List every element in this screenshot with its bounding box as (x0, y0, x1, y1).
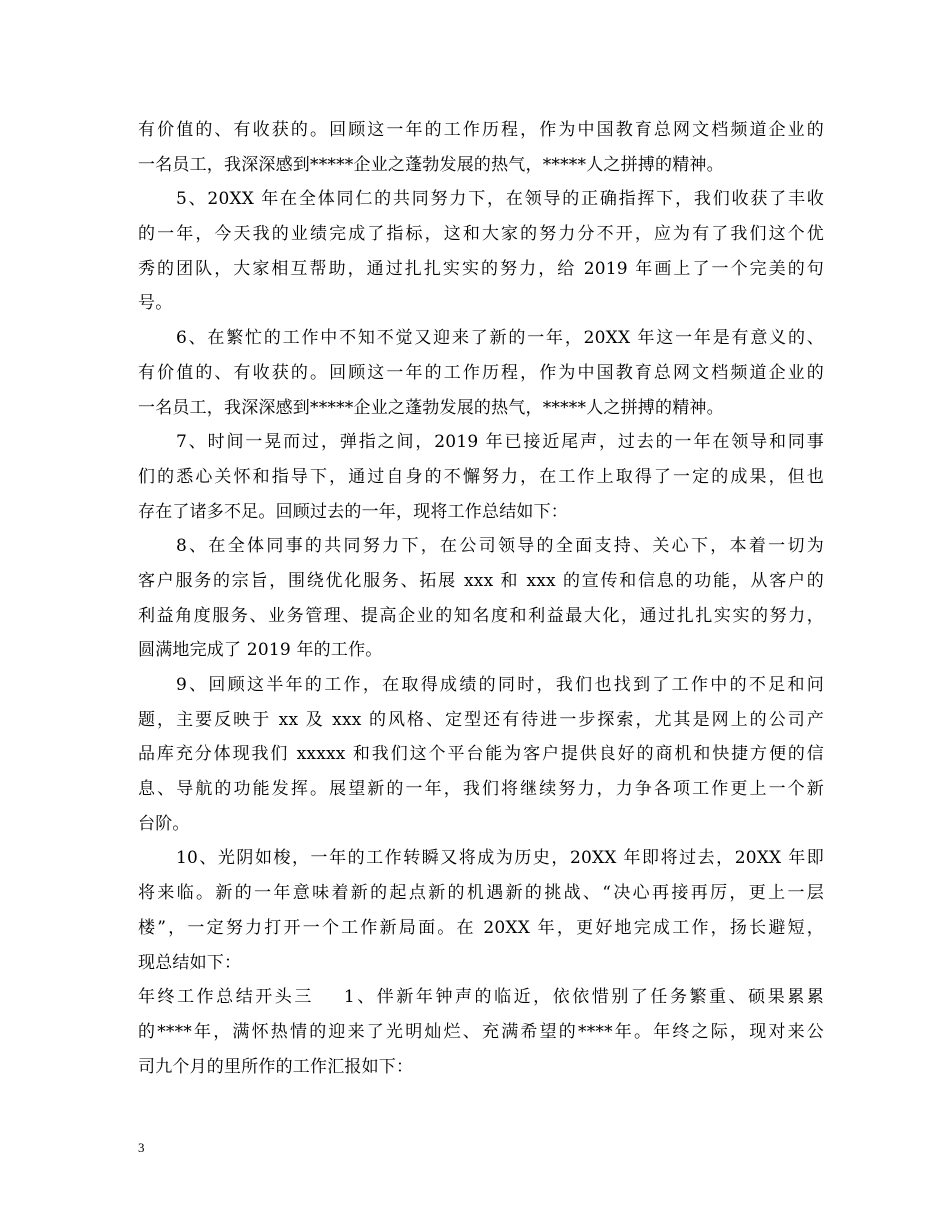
body-text-line: 存在了诸多不足。回顾过去的一年，现将工作总结如下： (138, 501, 568, 522)
body-text-line: 息、导航的功能发挥。展望新的一年，我们将继续努力，力争各项工作更上一个新 (138, 779, 824, 800)
document-body (138, 113, 824, 1084)
body-text-line: 有价值的、有收获的。回顾这一年的工作历程，作为中国教育总网文档频道企业的 (138, 362, 824, 383)
body-text-line: 秀的团队，大家相互帮助，通过扎扎实实的努力，给 2019 年画上了一个完美的句 (138, 258, 824, 279)
body-text-line: 圆满地完成了 2019 年的工作。 (138, 640, 383, 661)
body-text-line: 现总结如下： (138, 952, 242, 973)
page-number: 3 (138, 1140, 145, 1155)
body-text-line: 的****年，满怀热情的迎来了光明灿烂、充满希望的****年。年终之际，现对来公 (138, 1021, 824, 1042)
section-heading-title: 年终工作总结开头三 (138, 987, 314, 1008)
body-text-line: 有价值的、有收获的。回顾这一年的工作历程，作为中国教育总网文档频道企业的 (138, 120, 824, 140)
body-text-line: 司九个月的里所作的工作汇报如下： (138, 1056, 414, 1077)
body-text-line: 台阶。 (138, 813, 190, 834)
body-text-line: 6、在繁忙的工作中不知不觉又迎来了新的一年，20XX 年这一年是有意义的、 (176, 328, 824, 349)
body-text-line: 们的悉心关怀和指导下，通过自身的不懈努力，在工作上取得了一定的成果，但也 (138, 466, 824, 487)
body-text-line: 利益角度服务、业务管理、提高企业的知名度和利益最大化，通过扎扎实实的努力， (138, 605, 824, 626)
body-text-line: 将来临。新的一年意味着新的起点新的机遇新的挑战、“决心再接再厉，更上一层 (138, 883, 824, 904)
body-text-line: 的一年，今天我的业绩完成了指标，这和大家的努力分不开，应为有了我们这个优 (138, 224, 824, 245)
body-text-line: 号。 (138, 293, 173, 314)
section-heading-text: 1、伴新年钟声的临近，依依惜别了任务繁重、硕果累累 (343, 987, 824, 1008)
body-text-line: 一名员工，我深深感到*****企业之蓬勃发展的热气，*****人之拼搏的精神。 (138, 154, 724, 175)
body-text-line: 10、光阴如梭，一年的工作转瞬又将成为历史，20XX 年即将过去，20XX 年即 (176, 848, 824, 869)
body-text-line: 楼”，一定努力打开一个工作新局面。在 20XX 年，更好地完成工作，扬长避短， (138, 917, 824, 938)
body-text-line: 品库充分体现我们 xxxxx 和我们这个平台能为客户提供良好的商机和快捷方便的信 (138, 744, 824, 765)
body-text-line: 题，主要反映于 xx 及 xxx 的风格、定型还有待进一步探索，尤其是网上的公司产 (138, 709, 824, 730)
section-heading-line (138, 980, 824, 1015)
body-text-line: 客户服务的宗旨，围绕优化服务、拓展 xxx 和 xxx 的宣传和信息的功能，从客户的 (138, 570, 824, 591)
body-text-line: 一名员工，我深深感到*****企业之蓬勃发展的热气，*****人之拼搏的精神。 (138, 397, 724, 418)
body-text-line: 8、在全体同事的共同努力下，在公司领导的全面支持、关心下，本着一切为 (176, 536, 824, 557)
body-text-line: 5、20XX 年在全体同仁的共同努力下，在领导的正确指挥下，我们收获了丰收 (176, 189, 824, 210)
body-text-line: 9、回顾这半年的工作，在取得成绩的同时，我们也找到了工作中的不足和问 (176, 675, 824, 695)
body-text-line: 7、时间一晃而过，弹指之间，2019 年已接近尾声，过去的一年在领导和同事 (176, 432, 824, 453)
